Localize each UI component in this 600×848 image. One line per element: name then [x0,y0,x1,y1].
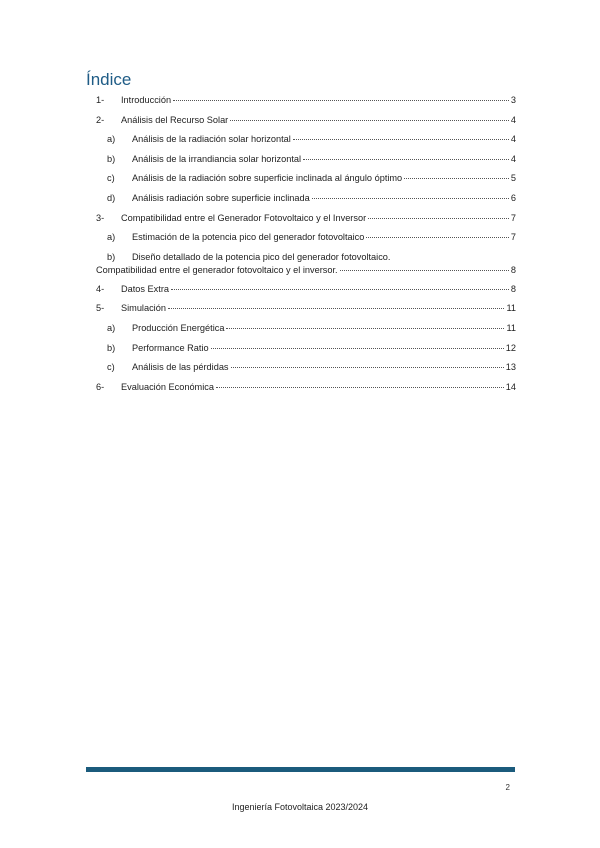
toc-subentry-angulo-optimo[interactable] [96,169,516,189]
toc-entry-text: Análisis de la irrandiancia solar horizontal [132,153,302,164]
toc-entry-text: Producción Energética [132,322,225,333]
toc-entry-page: 5 [510,173,516,184]
toc-dot-leader [293,139,509,140]
toc-dot-leader [366,237,508,238]
toc-entry-page: 3 [510,95,516,105]
toc-entry-page: 7 [510,212,516,223]
toc-entry-page: 4 [510,153,516,164]
toc-entry-number: 1- [96,95,105,105]
toc-dot-leader [171,289,509,290]
toc-subentry-diseno-detallado[interactable] [96,248,516,280]
toc-subentry-superficie-inclinada[interactable] [96,189,516,209]
toc-entry-evaluacion-economica[interactable] [96,378,516,398]
toc-entry-recurso-solar[interactable] [96,111,516,131]
toc-entry-page: 6 [510,192,516,203]
toc-entry-number: a) [107,322,116,333]
toc-subentry-estimacion-potencia[interactable] [96,228,516,248]
toc-entry-number: c) [107,173,115,184]
toc-entry-datos-extra[interactable] [96,280,516,300]
toc-entry-number: 3- [96,212,105,223]
toc-entry-number: 6- [96,381,105,392]
toc-entry-text: Performance Ratio [132,342,209,353]
toc-title: Índice [86,70,132,89]
footer-course-title: Ingeniería Fotovoltaica 2023/2024 [231,802,369,812]
toc-entry-page: 11 [506,303,516,314]
toc-subentry-irradiancia-horizontal[interactable] [96,150,516,170]
toc-entry-number: c) [107,362,115,373]
toc-dot-leader [368,218,509,219]
toc-entry-compatibilidad[interactable] [96,209,516,229]
toc-entry-page: 11 [506,322,516,333]
toc-entry-text: Introducción [121,95,172,105]
toc-entry-number: 5- [96,303,105,314]
toc-entry-text: Datos Extra [121,283,169,294]
toc-entry-number: b) [107,153,116,164]
toc-dot-leader [230,120,509,121]
toc-entry-text: Estimación de la potencia pico del generador fotovoltaico [132,232,365,243]
toc-dot-leader [211,348,504,349]
toc-entry-introduccion[interactable] [96,91,516,111]
toc-dot-leader [404,178,509,179]
toc-entry-text-continued: Compatibilidad entre el generador fotovoltaico y el inversor. [96,264,338,275]
toc-subentry-produccion-energetica[interactable] [96,319,516,339]
toc-entry-page: 7 [510,232,516,243]
toc-subentry-radiacion-horizontal[interactable] [96,130,516,150]
toc-entry-number: b) [107,342,116,353]
toc-subentry-perdidas[interactable] [96,358,516,378]
toc-entry-page: 14 [505,381,516,392]
footer-page-number: 2 [505,783,510,792]
toc-dot-leader [226,328,504,329]
toc-dot-leader [231,367,504,368]
toc-entry-number: a) [107,134,116,145]
toc-dot-leader [340,270,509,271]
toc-entry-page: 4 [510,114,516,125]
toc-entry-text: Análisis radiación sobre superficie inclinada [132,192,310,203]
toc-entry-text: Diseño detallado de la potencia pico del generador fotovoltaico. [132,251,391,262]
toc-entry-page: 8 [510,283,516,294]
toc-entry-text: Evaluación Económica [121,381,214,392]
table-of-contents [96,91,516,397]
toc-entry-text: Análisis de la radiación solar horizontal [132,134,291,145]
toc-dot-leader [168,308,505,309]
toc-entry-page: 8 [510,264,516,275]
toc-entry-text: Análisis del Recurso Solar [121,114,229,125]
toc-entry-number: d) [107,192,116,203]
toc-entry-number: 2- [96,114,105,125]
toc-entry-number: b) [107,251,116,262]
toc-dot-leader [312,198,509,199]
toc-entry-number: a) [107,232,116,243]
footer-divider-bar [86,767,515,772]
toc-subentry-performance-ratio[interactable] [96,339,516,359]
toc-entry-text: Análisis de la radiación sobre superficie inclinada al ángulo óptimo [132,173,403,184]
toc-dot-leader [173,100,509,101]
toc-entry-text: Compatibilidad entre el Generador Fotovoltaico y el Inversor [121,212,367,223]
toc-entry-page: 13 [505,362,516,373]
toc-dot-leader [303,159,509,160]
toc-entry-simulacion[interactable] [96,299,516,319]
toc-entry-text: Simulación [121,303,166,314]
toc-entry-number: 4- [96,283,105,294]
toc-entry-page: 12 [505,342,516,353]
toc-dot-leader [216,387,504,388]
toc-entry-page: 4 [510,134,516,145]
toc-entry-text: Análisis de las pérdidas [132,362,229,373]
